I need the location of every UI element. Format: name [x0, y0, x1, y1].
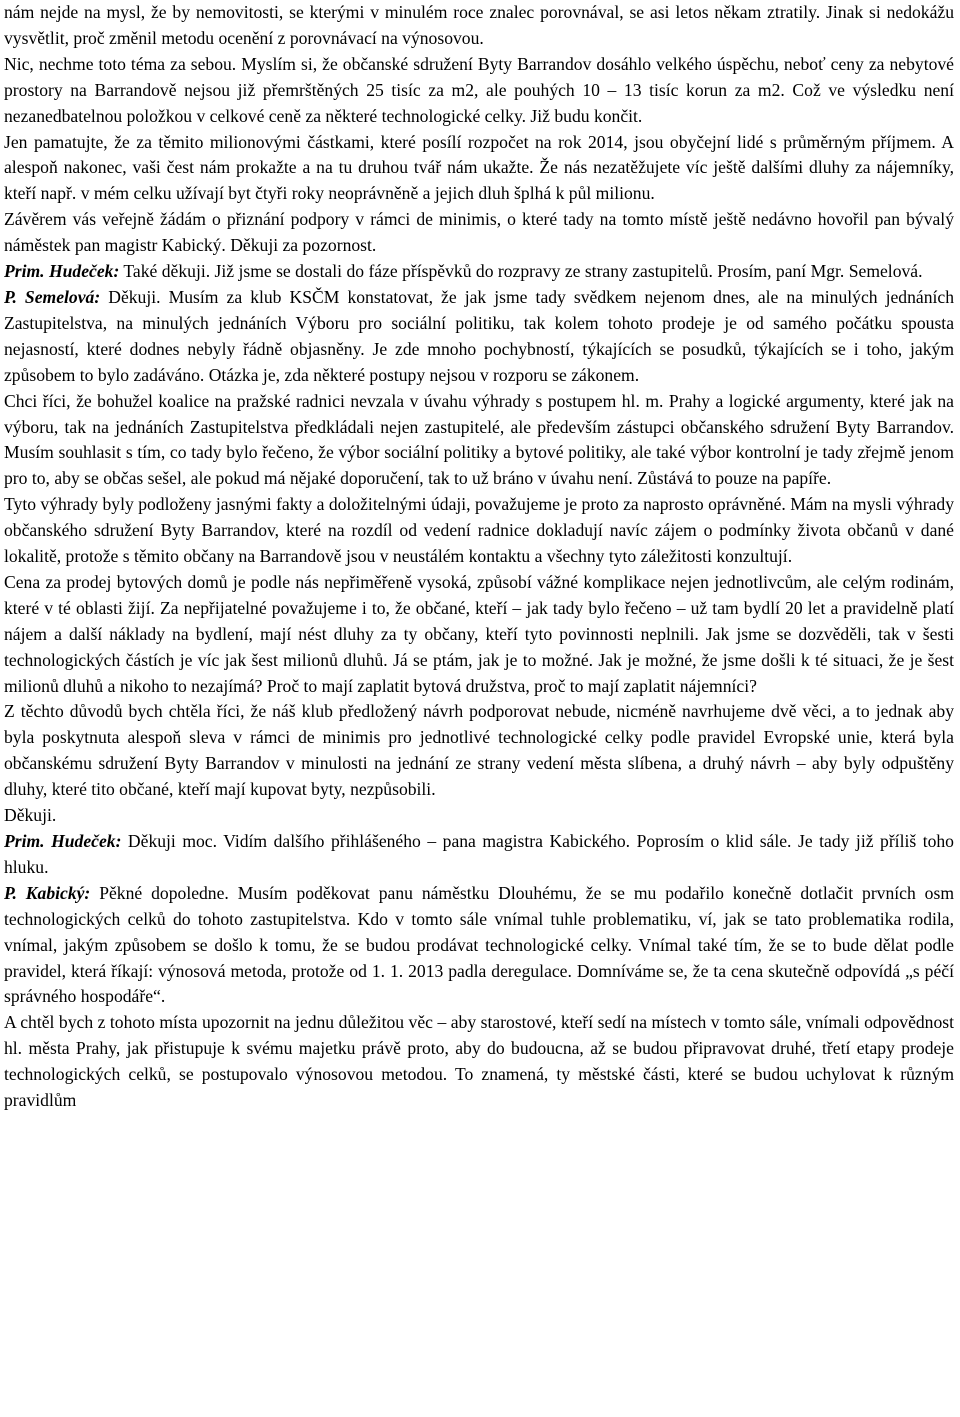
paragraph-objections: Tyto výhrady byly podloženy jasnými fakty a doložitelnými údaji, považujeme je proto za naprosto oprávněné. Mám na mysli výhrady občanského sdružení Byty Barrandov, které na rozdíl od vedení radnice dokladují navíc zájem o podmínky života občanů v dané lokalitě, protože s těmito občany na Barrandově jsou v neustálém kontaktu a všechny tyto záležitosti konzultují. [4, 494, 954, 567]
speech-text: Také děkuji. Již jsme se dostali do fáze příspěvků do rozpravy ze strany zastupitelů. Prosím, paní Mgr. Semelová. [119, 261, 923, 282]
speaker-name: Prim. Hudeček: [4, 831, 122, 851]
speaker-name: Prim. Hudeček: [4, 261, 120, 282]
speech-kabicky [4, 881, 954, 1011]
speech-hudecek-2 [4, 829, 954, 881]
paragraph-conclusion: Závěrem vás veřejně žádám o přiznání podpory v rámci de minimis, o které tady na tomto místě ještě nedávno hovořil pan bývalý náměstek pan magistr Kabický. Děkuji za pozornost. [4, 209, 954, 256]
speech-hudecek-1 [4, 259, 954, 285]
paragraph-coalition: Chci říci, že bohužel koalice na pražské radnici nevzala v úvahu výhrady s postupem hl. m. Prahy a logické argumenty, které jak na výboru, tak na jednáních Zastupitelstva předkládali nejen zastupitelé, ale především zástupci občanského sdružení Byty Barrandov. Musím souhlasit s tím, co tady bylo řečeno, že výbor sociální politiky a bytové politiky, ale také výbor kontrolní je tady zřejmě jenom pro to, aby se občas sešel, ale pokud má nějaké doporučení, tak to už bráno v úvahu není. Zůstává to pouze na papíře. [4, 390, 954, 489]
paragraph-proposals: Z těchto důvodů bych chtěla říci, že náš klub předložený návrh podporovat nebude, nicméně navrhujeme dvě věci, a to jednak aby byla poskytnuta alespoň sleva v rámci de minimis pro jednotlivé technologické celky podle pravidel Evropské unie, která byla občanskému sdružení Byty Barrandov v minulosti na jednání ze strany vedení města slíbena, a druhý návrh – aby byly odpuštěny dluhy, které tito občané, kteří mají kupovat byty, nezpůsobili. [4, 701, 954, 800]
paragraph-thanks: Děkuji. [4, 805, 57, 826]
speech-text: Děkuji. Musím za klub KSČM konstatovat, že jak jsme tady svědkem nejenom dnes, ale na minulých jednáních Zastupitelstva, na minulých jednáních Výboru pro sociální politiku, tak kolem tohoto prodeje je od samého počátku spousta nejasností, které dodnes nebyly řádně objasněny. Je zde mnoho pochybností, týkajících se posudků, týkajících se i toho, jakým způsobem to bylo zadáváno. Otázka je, zda některé postupy nejsou v rozporu se zákonem. [4, 286, 955, 385]
speech-text: Pěkné dopoledne. Musím poděkovat panu náměstku Dlouhému, že se mu podařilo konečně dotlačit prvních osm technologických celků do tohoto zastupitelstva. Kdo v tomto sále vnímal tuhle problematiku, ví, jak se tato problematika rodila, vnímal, jakým způsobem se došlo k tomu, že se budou prodávat technologické celky. Vnímal také tím, že se to bude dělat podle pravidel, která říkají: výnosová metoda, protože od 1. 1. 2013 padla deregulace. Domníváme se, že ta cena skutečně odpovídá „s péčí správného hospodáře“. [4, 882, 955, 1007]
speech-text: Děkuji moc. Vidím dalšího přihlášeného – pana magistra Kabického. Poprosím o klid sále. Je tady již příliš toho hluku. [4, 831, 954, 877]
speaker-name: P. Semelová: [4, 286, 101, 307]
paragraph-mayors: A chtěl bych z tohoto místa upozornit na jednu důležitou věc – aby starostové, kteří sedí na místech v tomto sále, vnímali odpovědnost hl. města Prahy, jak přistupuje k svému majetku právě proto, aby do budoucna, až se budou připravovat druhé, třetí etapy prodeje technologických celků, se postupovalo výnosovou metodou. To znamená, ty městské části, které se budou uchylovat k různým pravidlům [4, 1012, 954, 1111]
speech-semelova [4, 285, 954, 389]
paragraph-barrandov-success: Nic, nechme toto téma za sebou. Myslím si, že občanské sdružení Byty Barrandov dosáhlo velkého úspěchu, neboť ceny za nebytové prostory na Barrandově nejsou již přemrštěných 25 tisíc za m2, ale pouhých 10 – 13 tisíc korun za m2. Což ve výsledku není nezanedbatelnou položkou v celkové ceně za některé technologické celky. Již budu končit. [4, 53, 954, 126]
paragraph-intro: nám nejde na mysl, že by nemovitosti, se kterými v minulém roce znalec porovnával, se asi letos někam ztratily. Jinak si nedokážu vysvětlit, proč změnil metodu ocenění z porovnávací na výnosovou. [4, 2, 954, 48]
paragraph-remember: Jen pamatujte, že za těmito milionovými částkami, které posílí rozpočet na rok 2014, jsou obyčejní lidé s průměrným příjmem. A alespoň nakonec, vaši čest nám prokažte a na tu druhou tvář nám ukažte. Že nás nezatěžujete víc ještě dalšími dluhy za nájemníky, kteří např. v mém celku užívají byt čtyři roky neoprávněně a jejich dluh šplhá k půl milionu. [4, 131, 954, 204]
speaker-name: P. Kabický: [4, 882, 91, 903]
paragraph-price: Cena za prodej bytových domů je podle nás nepřiměřeně vysoká, způsobí vážné komplikace nejen jednotlivcům, ale celým rodinám, které v té oblasti žijí. Za nepřijatelné považujeme i to, že občané, kteří – jak tady bylo řečeno – už tam bydlí 20 let a pravidelně platí nájem a další náklady na bydlení, mají nést dluhy za ty občany, kteří tyto povinnosti neplnili. Jak jsme se dozvěděli, tak v šesti technologických částích je víc jak šest milionů dluhů. Já se ptám, jak je to možné. Jak je možné, že jsme došli k té situaci, že je šest milionů dluhů a nikoho to nezajímá? Proč to mají zaplatit bytová družstva, proč to mají zaplatit nájemníci? [4, 571, 954, 696]
